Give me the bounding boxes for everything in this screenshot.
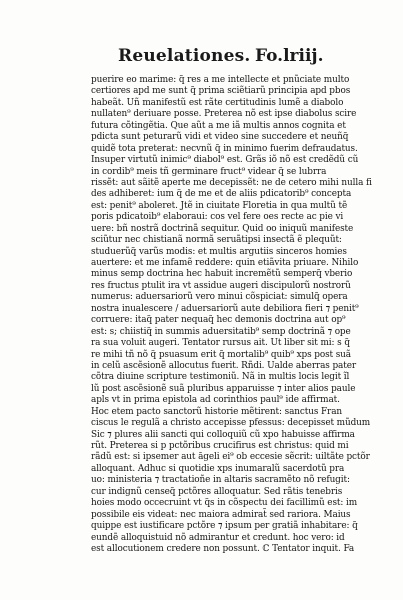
- text-line: numerus: aduersariorũ vero minui cõspiciat: simulq̃ opera: [91, 292, 348, 303]
- folio-number: Fo.lriij.: [255, 46, 324, 66]
- text-line: est: s; chiistiq̃ in summis aduersitatib⁹ semp doctrinã ⁊ ope: [91, 326, 351, 337]
- text-line: futura cõtingẽtia. Que aũt a me iã multis annos cognita et: [91, 120, 346, 131]
- text-line: poris pdicatoib⁹ elaboraui: cos vel fere oes recte ac pie vi: [91, 212, 344, 223]
- text-line: res fructus ptulit ira vt assidue augeri discipulorũ nostrorũ: [91, 280, 351, 291]
- text-line: rãdũ est: si ipsemer aut āgeli ei⁹ ob eccesie sẽcrit: uiltãte pctõr: [91, 452, 370, 463]
- text-line: cõtra diuine scripture testimoniũ. Nã in multis locis legit ĩl: [91, 372, 350, 383]
- text-line: apls vt in prima epistola ad corinthios paul⁹ ide affirmat.: [91, 395, 340, 406]
- text-line: possibile eis videat: nec maiora admirat̃ sed rariora. Maius: [91, 509, 351, 520]
- running-title: Reuelationes.: [118, 46, 251, 66]
- text-line: quippe est iustificare pctõre ⁊ ipsum per gratiã inhabitare: q̃: [91, 521, 358, 532]
- text-line: re mihi tñ nõ q̃ psuasum erit q̃ mortalib⁹ quib⁹ xps post suã: [91, 349, 351, 360]
- text-line: alloquant. Adhuc si quotidie xps inumaralũ sacerdotũ pra: [91, 463, 345, 474]
- text-line: auertere: et me infamẽ reddere: quin etiãvita priuare. Nihilo: [91, 258, 359, 268]
- text-line: eundẽ alloquistuid nõ admirantur et credunt. hoc vero: id: [91, 532, 345, 543]
- text-line: rissẽt: aut sãitẽ aperte me decepissẽt: ne de cetero mihi nulla fi: [91, 177, 372, 188]
- text-line: hoies modo occecruint vt q̃s in cõspectu dei facillimũ est: im: [91, 498, 358, 509]
- text-line: puerire eo marime: q̃ res a me intellecte et pnũciate multo: [91, 75, 350, 85]
- text-line: est allocutionem credere non possunt. ℂ Tentator inquit. Fa: [91, 543, 355, 554]
- text-line: rũt. Preterea si p pctõribus crucifirus est christus: quid mi: [91, 441, 349, 451]
- text-line: des adhiberet: ium q̃ de me et de aliis pdicatorib⁹ concepta: [91, 189, 352, 200]
- text-line: nullaten⁹ deriuare posse. Preterea nõ est ipse diabolus scire: [91, 109, 357, 120]
- text-line: in cordib⁹ meis tñ germinare fruct⁹ videar q̃ se lubrra: [91, 166, 327, 177]
- text-line: sciũtur nec chistianã normã seruãtipsi insectã ẽ plequũt:: [91, 235, 342, 246]
- text-line: in celũ ascẽsionẽ allocutus fuerit. Rñdi. Ualde aberras pater: [91, 360, 356, 371]
- text-line: certiores apd me sunt q̃ prima sciẽtiarũ principia apd pbos: [91, 86, 351, 97]
- text-line: Insuper virtutũ inimic⁹ diabol⁹ est. Grãs iõ nõ est credẽdũ cũ: [91, 155, 359, 166]
- text-line: minus semp doctrina hec habuit incremẽtũ semperq̃ vberio: [91, 269, 353, 280]
- page-header: [0, 46, 403, 68]
- text-line: habeãt. Uñ manifestũ est rãte certitudinis lumẽ a diabolo: [91, 97, 344, 108]
- text-line: uere: bñ nostrã doctrinã sequitur. Quid oo iniquũ manifeste: [91, 223, 354, 234]
- text-line: quidẽ tota preterat: necvnũ q̃ in minimo fuerim defraudatus.: [91, 143, 358, 154]
- text-line: ra sua voluit augeri. Tentator rursus ait. Ut liber sit mi: s q̃: [91, 338, 350, 349]
- text-line: nostra inualescere / aduersariorũ aute debiliora fieri ⁊ penit⁹: [91, 303, 359, 314]
- text-line: pdicta sunt peturarũ vidi et video sine succedere et neuñq̃: [91, 132, 349, 143]
- text-line: uo: ministeria ⁊ tractatioñe in altaris sacramẽto nõ refugit:: [91, 475, 350, 486]
- text-line: lũ post ascẽsionẽ suã pluribus apparuisse ⁊ inter alios paule: [91, 383, 356, 394]
- text-line: corruere: itaq̃ pater nequaq̃ hec demonis doctrina aut op⁹: [91, 315, 346, 326]
- text-line: cur indignũ censeq̃ pctõres alloquatur. Sed rãtis tenebris: [91, 486, 343, 497]
- text-line: est: penit⁹ aboleret. Jtẽ in ciuitate Floretia in qua multũ tẽ: [91, 200, 348, 211]
- text-line: ciscus le regulã a christo accepisse pfessus: decepisset mũdum: [91, 418, 371, 429]
- text-line: studuerũq̃ varũs modis: et multis argutiis sinceros homies: [91, 246, 347, 257]
- text-line: Sic ⁊ plures alii sancti qui colloquiũ cũ xpo habuisse affirma: [91, 429, 355, 440]
- body-text-column: [91, 75, 372, 555]
- text-line: Hoc etem pacto sanctorũ historie mẽtirent: sanctus Fran: [91, 406, 343, 417]
